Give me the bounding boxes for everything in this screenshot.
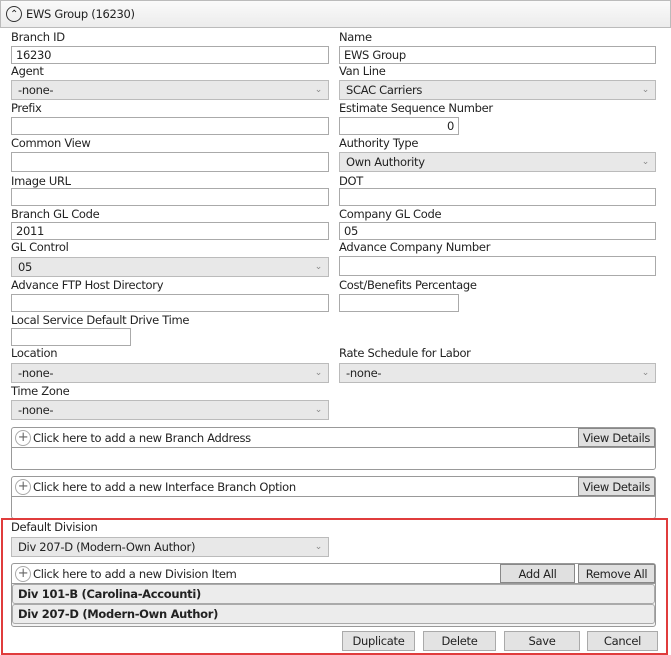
chevron-down-icon: ⌄ <box>641 368 649 378</box>
division-item[interactable]: Div 101-B (Carolina-Accounti) <box>12 584 655 604</box>
cancel-button[interactable]: Cancel <box>587 631 658 651</box>
time-zone-value: -none- <box>18 403 54 417</box>
chevron-down-icon: ⌄ <box>314 405 322 415</box>
chevron-down-icon: ⌄ <box>314 542 322 552</box>
gl-control-select[interactable] <box>11 257 329 277</box>
dot-input[interactable] <box>339 188 656 206</box>
name-value: EWS Group <box>344 48 406 62</box>
branch-gl-value: 2011 <box>16 224 45 238</box>
adv-ftp-label: Advance FTP Host Directory <box>11 278 164 292</box>
prefix-input[interactable] <box>11 117 329 135</box>
common-view-label: Common View <box>11 136 91 150</box>
estimate-seq-value: 0 <box>446 119 454 133</box>
add-all-button[interactable]: Add All <box>500 564 575 583</box>
time-zone-label: Time Zone <box>11 384 70 398</box>
cost-benefits-input[interactable] <box>339 294 459 312</box>
branch-gl-label: Branch GL Code <box>11 207 100 221</box>
van-line-label: Van Line <box>339 64 386 78</box>
plus-icon[interactable]: + <box>15 479 31 495</box>
collapse-icon[interactable]: ⌃ <box>6 6 22 22</box>
gl-control-value: 05 <box>18 260 33 274</box>
local-service-input[interactable] <box>11 328 131 346</box>
add-interface-option-row[interactable] <box>12 477 655 497</box>
add-division-link[interactable]: Click here to add a new Division Item <box>33 566 237 581</box>
branch-address-panel <box>11 427 656 470</box>
local-service-label: Local Service Default Drive Time <box>11 313 190 327</box>
location-select[interactable] <box>11 363 329 383</box>
chevron-down-icon: ⌄ <box>314 262 322 272</box>
van-line-value: SCAC Carriers <box>346 83 423 97</box>
default-division-label: Default Division <box>11 520 98 534</box>
branch-id-value: 16230 <box>16 48 52 62</box>
default-division-value: Div 207-D (Modern-Own Author) <box>18 540 196 554</box>
save-button[interactable]: Save <box>504 631 580 651</box>
rate-schedule-select[interactable] <box>339 363 656 383</box>
company-gl-label: Company GL Code <box>339 207 442 221</box>
division-item[interactable]: Div 207-D (Modern-Own Author) <box>12 604 655 624</box>
duplicate-button[interactable]: Duplicate <box>342 631 415 651</box>
section-header[interactable] <box>0 0 671 28</box>
van-line-select[interactable] <box>339 80 656 100</box>
image-url-input[interactable] <box>11 188 329 206</box>
chevron-down-icon: ⌄ <box>641 85 649 95</box>
authority-type-label: Authority Type <box>339 136 419 150</box>
interface-option-view-details-button[interactable]: View Details <box>578 477 655 496</box>
delete-button[interactable]: Delete <box>423 631 496 651</box>
division-items-panel <box>11 563 656 627</box>
estimate-seq-input[interactable] <box>339 117 459 135</box>
common-view-input[interactable] <box>11 152 329 172</box>
gl-control-label: GL Control <box>11 240 69 254</box>
add-division-row[interactable] <box>12 564 655 584</box>
plus-icon[interactable]: + <box>15 566 31 582</box>
branch-id-label: Branch ID <box>11 30 65 44</box>
agent-label: Agent <box>11 64 44 78</box>
adv-ftp-input[interactable] <box>11 294 329 312</box>
section-title: EWS Group (16230) <box>26 7 135 21</box>
add-branch-address-link[interactable]: Click here to add a new Branch Address <box>33 430 251 445</box>
authority-type-value: Own Authority <box>346 155 425 169</box>
estimate-seq-label: Estimate Sequence Number <box>339 101 493 115</box>
agent-select[interactable] <box>11 80 329 100</box>
image-url-label: Image URL <box>11 174 71 188</box>
time-zone-select[interactable] <box>11 400 329 420</box>
agent-value: -none- <box>18 83 54 97</box>
company-gl-input[interactable] <box>339 222 656 240</box>
name-input[interactable] <box>339 46 656 64</box>
interface-option-panel <box>11 476 656 519</box>
plus-icon[interactable]: + <box>15 430 31 446</box>
cost-benefits-label: Cost/Benefits Percentage <box>339 278 477 292</box>
branch-gl-input[interactable] <box>11 222 329 240</box>
chevron-down-icon: ⌄ <box>314 368 322 378</box>
prefix-label: Prefix <box>11 101 42 115</box>
rate-schedule-label: Rate Schedule for Labor <box>339 346 471 360</box>
branch-address-view-details-button[interactable]: View Details <box>578 428 655 447</box>
authority-type-select[interactable] <box>339 152 656 172</box>
add-branch-address-row[interactable] <box>12 428 655 448</box>
name-label: Name <box>339 30 372 44</box>
adv-company-label: Advance Company Number <box>339 240 491 254</box>
location-label: Location <box>11 346 58 360</box>
default-division-select[interactable] <box>11 537 329 557</box>
location-value: -none- <box>18 366 54 380</box>
chevron-down-icon: ⌄ <box>314 85 322 95</box>
chevron-down-icon: ⌄ <box>641 157 649 167</box>
remove-all-button[interactable]: Remove All <box>578 564 655 583</box>
dot-label: DOT <box>339 174 364 188</box>
add-interface-option-link[interactable]: Click here to add a new Interface Branch Option <box>33 479 296 494</box>
company-gl-value: 05 <box>344 224 359 238</box>
rate-schedule-value: -none- <box>346 366 382 380</box>
branch-id-input[interactable] <box>11 46 329 64</box>
adv-company-input[interactable] <box>339 256 656 276</box>
